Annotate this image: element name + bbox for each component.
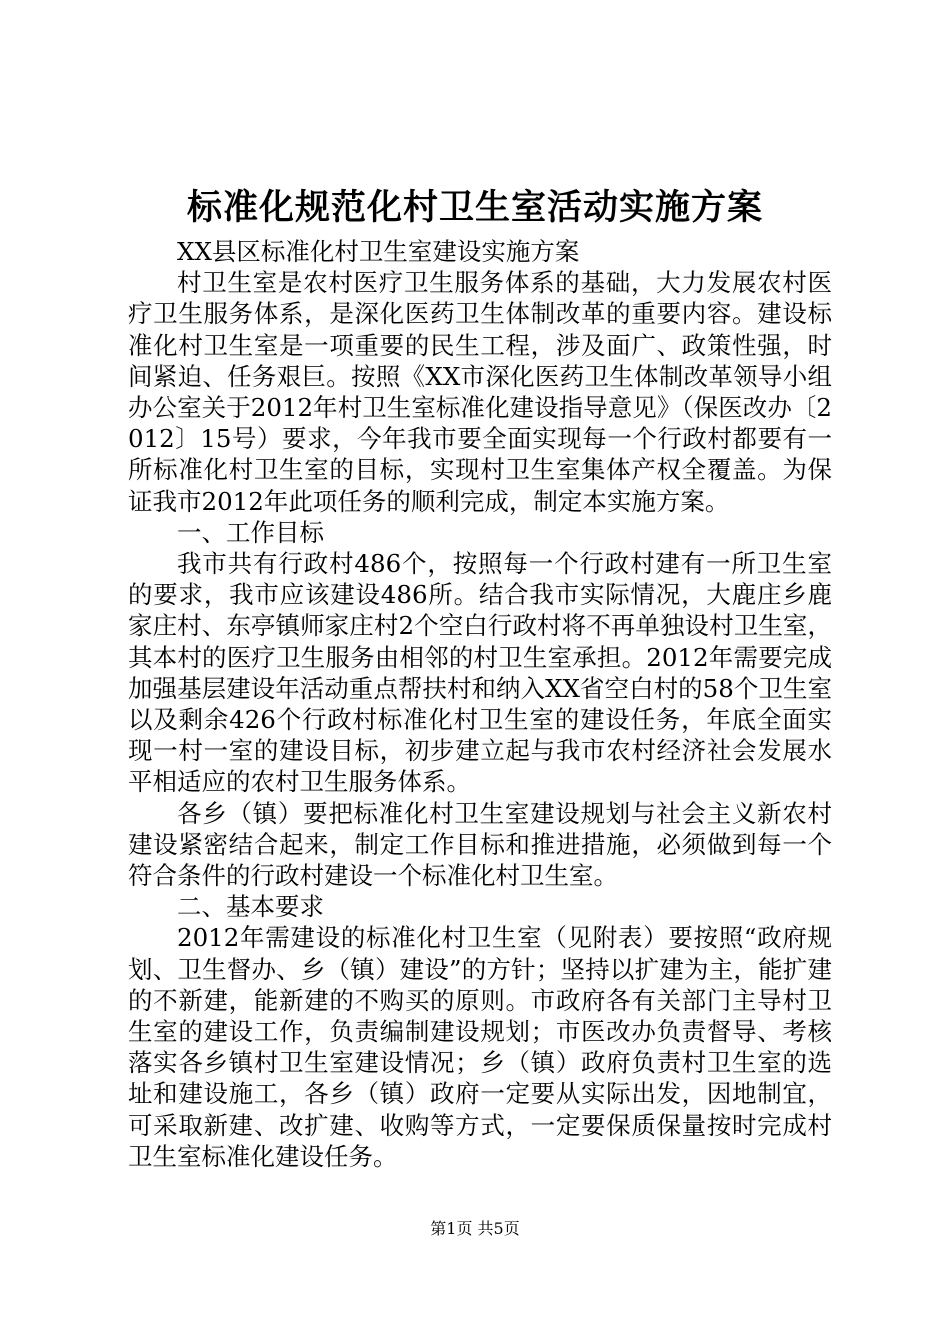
document-body (128, 236, 832, 1172)
section-heading-goals: 一、工作目标 (177, 517, 324, 547)
section-heading-requirements: 二、基本要求 (177, 892, 324, 922)
planning-paragraph: 各乡（镇）要把标准化村卫生室建设规划与社会主义新农村建设紧密结合起来，制定工作目标和推进措施，必须做到每一个符合条件的行政村建设一个标准化村卫生室。 (128, 798, 832, 891)
document-title: 标准化规范化村卫生室活动实施方案 (186, 187, 763, 228)
requirements-paragraph: 2012年需建设的标准化村卫生室（见附表）要按照“政府规划、卫生督办、乡（镇）建设”的方针；坚持以扩建为主，能扩建的不新建，能新建的不购买的原则。市政府各有关部门主导村卫生室的建设工作，负责编制建设规划；市医改办负责督导、考核落实各乡镇村卫生室建设情况；乡（镇）政府负责村卫生室的选址和建设施工，各乡（镇）政府一定要从实际出发，因地制宜，可采取新建、改扩建、收购等方式，一定要保质保量按时完成村卫生室标准化建设任务。 (128, 923, 832, 1171)
subtitle-paragraph: XX县区标准化村卫生室建设实施方案 (177, 237, 580, 266)
goals-paragraph: 我市共有行政村486个，按照每一个行政村建有一所卫生室的要求，我市应该建设486所。结合我市实际情况，大鹿庄乡鹿家庄村、东亭镇师家庄村2个空白行政村将不再单独设村卫生室，其本村的医疗卫生服务由相邻的村卫生室承担。2012年需要完成加强基层建设年活动重点帮扶村和纳入XX省空白村的58个卫生室以及剩余426个行政村标准化村卫生室的建设任务，年底全面实现一村一室的建设目标，初步建立起与我市农村经济社会发展水平相适应的农村卫生服务体系。 (128, 549, 832, 797)
intro-paragraph: 村卫生室是农村医疗卫生服务体系的基础，大力发展农村医疗卫生服务体系，是深化医药卫生体制改革的重要内容。建设标准化村卫生室是一项重要的民生工程，涉及面广、政策性强，时间紧迫、任务艰巨。按照《XX市深化医药卫生体制改革领导小组办公室关于2012年村卫生室标准化建设指导意见》（保医改办〔2012〕15号）要求，今年我市要全面实现每一个行政村都要有一所标准化村卫生室的目标，实现村卫生室集体产权全覆盖。为保证我市2012年此项任务的顺利完成，制定本实施方案。 (128, 268, 832, 516)
page-footer: 第1页 共5页 (430, 1219, 520, 1238)
